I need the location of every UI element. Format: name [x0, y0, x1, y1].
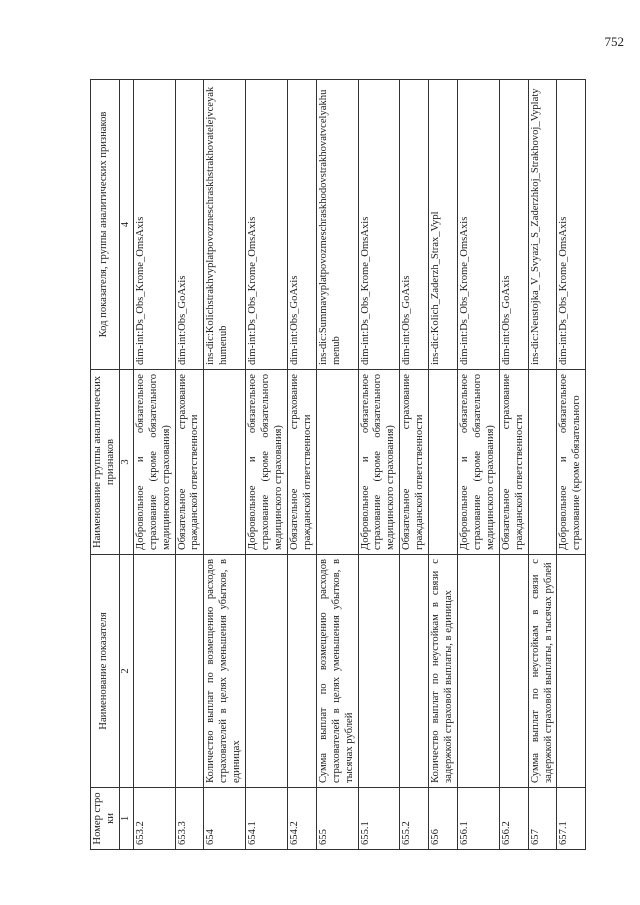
header-code: Код показателя, группы аналитических признаков	[91, 80, 120, 370]
indicator-name-cell	[175, 555, 204, 788]
row-number-cell: 654.2	[287, 788, 316, 850]
group-name-cell: Добровольное и обязательное страхование (кроме обязательного медицинского страхования)	[358, 370, 400, 555]
group-name-cell: Обязательное страхование гражданской ответственности	[400, 370, 429, 555]
row-number-cell: 653.2	[133, 788, 175, 850]
row-number-cell: 655.1	[358, 788, 400, 850]
indicator-name-cell	[499, 555, 528, 788]
code-cell: dim-int:Ds_Obs_Krome_OmsAxis	[133, 80, 175, 370]
table-row	[457, 80, 499, 850]
table-header-row	[91, 80, 120, 850]
indicator-name-cell	[133, 555, 175, 788]
page-number: 752	[604, 34, 624, 49]
code-cell: dim-int:Obs_GoAxis	[287, 80, 316, 370]
row-number-cell: 654	[204, 788, 246, 850]
table-row	[133, 80, 175, 850]
row-number-cell: 655	[316, 788, 358, 850]
group-name-cell: Добровольное и обязательное страхование (кроме обязательного медицинского страхования)	[457, 370, 499, 555]
indicator-name-cell: Сумма выплат по возмещению расходов страхователей в целях уменьшения убытков, в тысячах рублей	[316, 555, 358, 788]
group-name-cell: Обязательное страхование гражданской ответственности	[175, 370, 204, 555]
row-number-cell: 656.2	[499, 788, 528, 850]
row-number-cell: 655.2	[400, 788, 429, 850]
indicator-name-cell: Сумма выплат по неустойкам в связи с задержкой страховой выплаты, в тысячах рублей	[528, 555, 557, 788]
group-name-cell: Обязательное страхование гражданской ответственности	[287, 370, 316, 555]
group-name-cell	[204, 370, 246, 555]
table-row	[316, 80, 358, 850]
header-group-name: Наименование группы аналитических признаков	[91, 370, 120, 555]
header-row-number: Номер строки	[91, 788, 120, 850]
group-name-cell: Обязательное страхование гражданской ответственности	[499, 370, 528, 555]
indicator-name-cell	[287, 555, 316, 788]
indicator-table	[90, 79, 586, 850]
table-row	[499, 80, 528, 850]
code-cell: ins-dic:Summavyplatpovozmeschraskhodovstrakhovatvcelyakhumenub	[316, 80, 358, 370]
indicator-name-cell: Количество выплат по неустойкам в связи с задержкой страховой выплаты, в единицах	[429, 555, 458, 788]
column-number: 2	[119, 555, 133, 788]
code-cell: ins-dic:Kolich_Zaderzh_Strax_Vypl	[429, 80, 458, 370]
table-row	[528, 80, 557, 850]
code-cell: dim-int:Ds_Obs_Krome_OmsAxis	[557, 80, 586, 370]
column-number-row	[119, 80, 133, 850]
code-cell: dim-int:Ds_Obs_Krome_OmsAxis	[457, 80, 499, 370]
group-name-cell: Добровольное и обязательное страхование (кроме обязательного медицинского страхования)	[133, 370, 175, 555]
column-number: 4	[119, 80, 133, 370]
code-cell: dim-int:Obs_GoAxis	[175, 80, 204, 370]
table-row	[358, 80, 400, 850]
column-number: 3	[119, 370, 133, 555]
indicator-name-cell	[457, 555, 499, 788]
column-number: 1	[119, 788, 133, 850]
table-row	[287, 80, 316, 850]
code-cell: dim-int:Obs_GoAxis	[400, 80, 429, 370]
group-name-cell	[528, 370, 557, 555]
code-cell: dim-int:Ds_Obs_Krome_OmsAxis	[358, 80, 400, 370]
row-number-cell: 656.1	[457, 788, 499, 850]
row-number-cell: 657	[528, 788, 557, 850]
indicator-name-cell	[557, 555, 586, 788]
group-name-cell	[316, 370, 358, 555]
table-row	[175, 80, 204, 850]
code-cell: ins-dic:Kolichstrakhvyplatpovozmeschraskhstrakhovatelejvceyakhumenub	[204, 80, 246, 370]
header-indicator-name: Наименование показателя	[91, 555, 120, 788]
table-row	[429, 80, 458, 850]
group-name-cell: Добровольное и обязательное страхование (кроме обязательного медицинского страхования)	[246, 370, 288, 555]
table-row	[246, 80, 288, 850]
group-name-cell	[429, 370, 458, 555]
code-cell: dim-int:Ds_Obs_Krome_OmsAxis	[246, 80, 288, 370]
indicator-name-cell: Количество выплат по возмещению расходов страхователей в целях уменьшения убытков, в единицах	[204, 555, 246, 788]
table-body	[133, 80, 586, 850]
indicator-name-cell	[400, 555, 429, 788]
row-number-cell: 656	[429, 788, 458, 850]
rotated-table-wrapper	[90, 80, 616, 850]
table-row	[204, 80, 246, 850]
row-number-cell: 654.1	[246, 788, 288, 850]
code-cell: dim-int:Obs_GoAxis	[499, 80, 528, 370]
group-name-cell: Добровольное и обязательное страхование (кроме обязательного	[557, 370, 586, 555]
row-number-cell: 653.3	[175, 788, 204, 850]
table-row	[400, 80, 429, 850]
indicator-name-cell	[358, 555, 400, 788]
code-cell: ins-dic:Neustojka_V_Svyazi_S_Zaderzhkoj_Strakhovoj_Vyplaty	[528, 80, 557, 370]
table-row	[557, 80, 586, 850]
row-number-cell: 657.1	[557, 788, 586, 850]
indicator-name-cell	[246, 555, 288, 788]
